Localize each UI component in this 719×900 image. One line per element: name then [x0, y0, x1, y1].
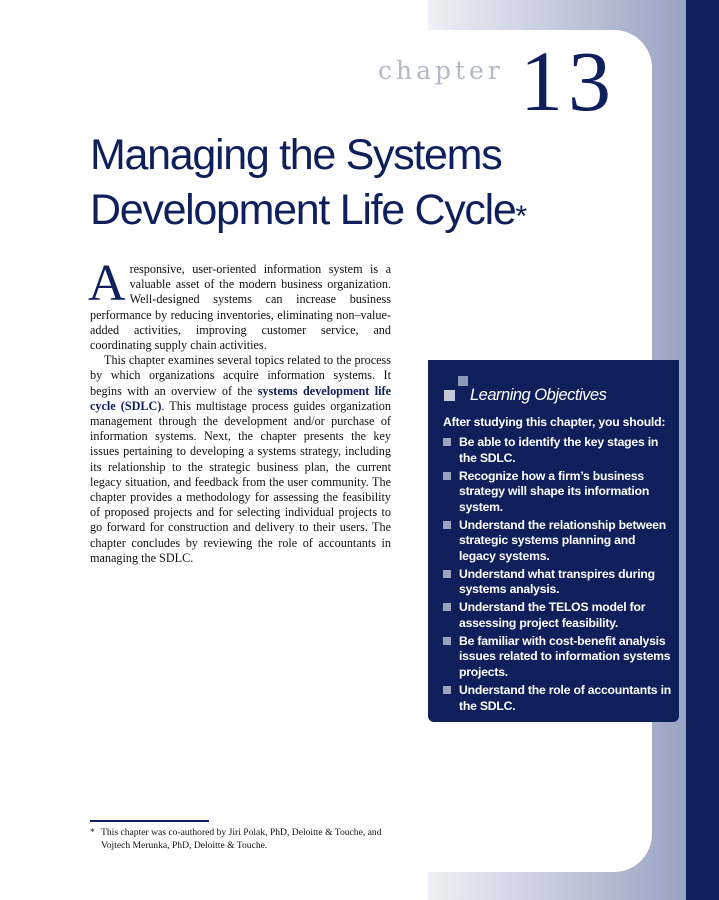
learning-objectives-intro: After studying this chapter, you should:	[443, 415, 666, 429]
square-bullet-icon	[443, 438, 451, 446]
objective-text: Recognize how a firm’s business strategy will shape its information system.	[459, 468, 650, 514]
square-bullet-icon	[443, 521, 451, 529]
objective-text: Be familiar with cost-benefit analysis issues related to information systems projects.	[459, 633, 671, 679]
overview-text-end: . This multistage process guides organization management through the development and/or purchase of information systems. Next, the chapter presents the key issues pertaining to developing a systems strategy, including its relationship to the strategic business plan, the current legacy situation, and feedback from the user community. The chapter provides a methodology for assessing the feasibility of proposed projects and for selecting individual projects to go forward for construction and delivery to their users. The chapter concludes by reviewing the role of accountants in managing the SDLC.	[90, 398, 391, 565]
chapter-intro-text	[88, 255, 391, 566]
footnote-line2: Vojtech Merunka, PhD, Deloitte & Touche.	[101, 840, 268, 851]
chapter-title-line1: Managing the Systems	[90, 131, 502, 179]
learning-objectives-box	[428, 360, 679, 722]
decorative-square-icon	[444, 390, 455, 401]
footnote-divider	[90, 820, 209, 822]
square-bullet-icon	[443, 637, 451, 645]
chapter-title-line2: Development Life Cycle	[90, 186, 516, 234]
overview-paragraph	[90, 353, 391, 566]
objective-item	[443, 518, 675, 565]
objective-item	[443, 600, 675, 631]
objective-text: Understand the role of accountants in the SDLC.	[459, 683, 671, 713]
learning-objectives-title: Learning Objectives	[470, 386, 607, 404]
intro-paragraph-text: responsive, user-oriented information system is a valuable asset of the modern business organization. Well-designed systems can increase business performance by reducing inventories, eliminating non–value-added activities, improving customer service, and coordinating supply chain activities.	[90, 262, 391, 353]
footnote	[90, 826, 395, 852]
square-bullet-icon	[443, 472, 451, 480]
key-term-sdlc: systems development life cycle (SDLC)	[90, 383, 391, 413]
objective-text: Be able to identify the key stages in the SDLC.	[459, 435, 659, 465]
objective-text: Understand the TELOS model for assessing project feasibility.	[459, 600, 646, 630]
objective-item	[443, 634, 675, 681]
footnote-marker: *	[90, 827, 95, 838]
chapter-number: 13	[520, 33, 616, 129]
objective-item	[443, 567, 675, 598]
objective-text: Understand what transpires during systems analysis.	[459, 566, 655, 597]
chapter-title	[90, 128, 670, 238]
square-bullet-icon	[443, 686, 451, 694]
drop-cap: A	[88, 255, 126, 312]
square-bullet-icon	[443, 570, 451, 578]
footnote-line1: This chapter was co-authored by Jiri Polak, PhD, Deloitte & Touche, and	[101, 827, 382, 838]
objective-item	[443, 435, 675, 466]
objective-item	[443, 683, 675, 714]
decorative-square-icon	[458, 376, 468, 386]
square-bullet-icon	[443, 603, 451, 611]
chapter-label: chapter	[378, 56, 504, 85]
intro-paragraph	[88, 255, 391, 353]
overview-text-start: This chapter examines several topics related to the process by which organizations acquire information systems. It begins with an overview of the	[90, 353, 391, 398]
learning-objectives-header	[444, 374, 674, 408]
objective-text: Understand the relationship between strategic systems planning and legacy systems.	[459, 517, 666, 563]
decorative-edge-bar	[686, 0, 719, 900]
learning-objectives-list	[443, 435, 675, 717]
objective-item	[443, 469, 675, 516]
title-footnote-marker: *	[515, 200, 528, 233]
